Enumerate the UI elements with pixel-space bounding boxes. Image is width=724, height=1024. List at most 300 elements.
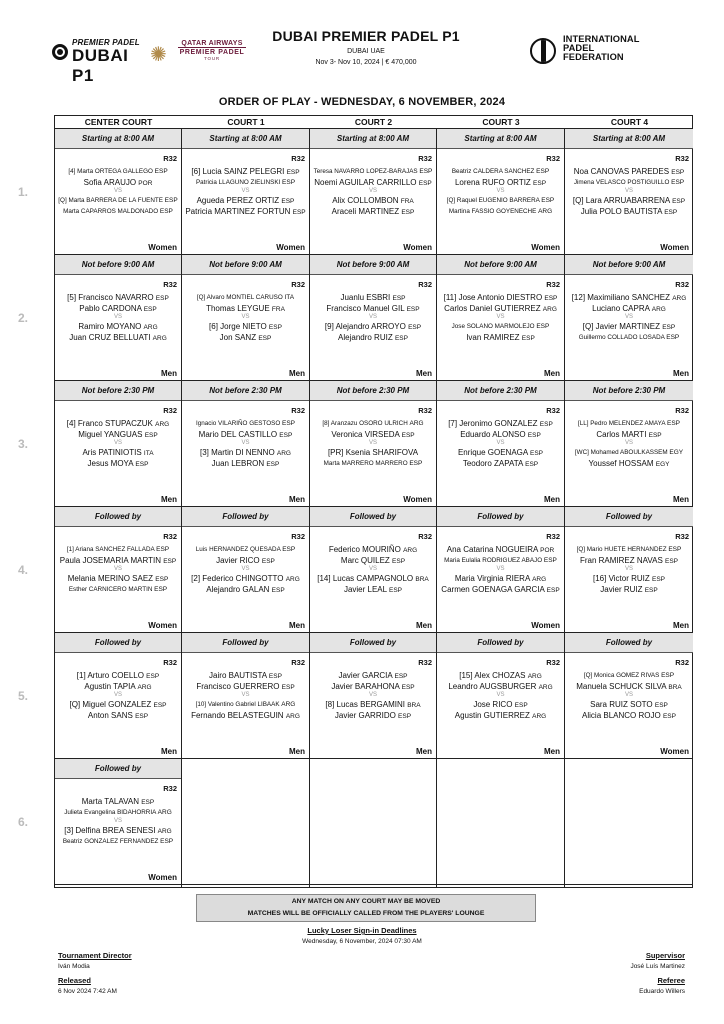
player-name xyxy=(310,303,436,314)
player-name-text: Araceli MARTINEZ xyxy=(331,207,402,216)
tournament-location: DUBAI UAE xyxy=(347,48,385,55)
player-name-text: [12] Maximiliano SANCHEZ xyxy=(571,293,673,302)
row-number: 2. xyxy=(18,311,29,325)
player-country: ARG xyxy=(285,713,300,720)
player-name-text: Javier LEAL xyxy=(343,585,390,594)
player-name-text: Marta MARRERO MARRERO xyxy=(323,460,410,467)
player-country: ESP xyxy=(135,713,149,720)
player-country: ESP xyxy=(671,179,685,186)
player-country: POR xyxy=(540,547,555,554)
tournament-dates-prize: Nov 3- Nov 10, 2024 | € 470,000 xyxy=(315,59,417,66)
match-cell xyxy=(437,381,564,506)
player-name xyxy=(55,544,181,555)
player-country: ESP xyxy=(544,295,558,302)
round-label: R32 xyxy=(546,154,560,163)
player-name-text: Ana Catarina NOGUEIRA xyxy=(446,545,541,554)
draw-gender: Women xyxy=(148,621,177,630)
player-name xyxy=(55,429,181,440)
player-country: BRA xyxy=(415,576,429,583)
player-name-text: Carlos Daniel GUTIERREZ xyxy=(444,304,543,313)
start-time: Followed by xyxy=(310,507,436,527)
player-name-text: Maria Virginia RIERA xyxy=(454,574,533,583)
player-name xyxy=(437,429,564,440)
round-label: R32 xyxy=(163,532,177,541)
player-country: ITA xyxy=(143,450,154,457)
player-country: ESP xyxy=(651,576,665,583)
player-country: ESP xyxy=(144,432,158,439)
player-name xyxy=(437,670,564,681)
player-country: ESP xyxy=(282,179,296,186)
start-time: Followed by xyxy=(565,633,693,653)
match-cell xyxy=(55,633,181,758)
round-label: R32 xyxy=(163,406,177,415)
player-country: ARG xyxy=(157,809,172,816)
player-name-text: Alejandro GALAN xyxy=(206,585,272,594)
player-country: ESP xyxy=(664,209,678,216)
player-list xyxy=(437,670,564,721)
player-name-text: Carlos MARTI xyxy=(596,430,649,439)
round-label: R32 xyxy=(546,532,560,541)
player-name xyxy=(55,292,181,303)
player-name xyxy=(437,303,564,314)
round-label: R32 xyxy=(291,532,305,541)
match-cell xyxy=(310,255,436,380)
start-time: Followed by xyxy=(55,507,181,527)
player-list xyxy=(565,670,693,721)
start-time: Not before 9:00 AM xyxy=(310,255,436,275)
player-name xyxy=(437,177,564,188)
player-name xyxy=(310,670,436,681)
qatar-logo-line-3: TOUR xyxy=(204,56,220,61)
player-name xyxy=(182,418,309,429)
player-name-text: Teresa NAVARRO LOPEZ-BARAJAS xyxy=(313,168,420,175)
player-country: EGY xyxy=(655,461,670,468)
player-name xyxy=(565,303,693,314)
player-name-text: Esther CARNICERO MARTIN xyxy=(68,586,155,593)
player-list xyxy=(55,418,181,469)
player-name xyxy=(565,544,693,555)
player-country: ESP xyxy=(539,421,553,428)
player-name xyxy=(437,447,564,458)
vs-label: VS xyxy=(113,566,122,572)
qatar-logo-line-2: PREMIER PADEL xyxy=(179,49,245,56)
player-country: ESP xyxy=(398,713,412,720)
player-name xyxy=(437,555,564,566)
match-cell xyxy=(565,633,693,758)
player-country: ARG xyxy=(403,547,418,554)
player-name-text: Manuela SCHUCK SILVA xyxy=(576,682,669,691)
player-name xyxy=(55,555,181,566)
player-name-text: Marta TALAVAN xyxy=(81,797,142,806)
draw-gender: Men xyxy=(416,621,432,630)
draw-gender: Men xyxy=(289,495,305,504)
start-time: Followed by xyxy=(55,759,181,779)
player-name-text: [6] Lucia SAINZ PELEGRI xyxy=(191,167,287,176)
player-name xyxy=(437,710,564,721)
round-label: R32 xyxy=(675,532,689,541)
player-country: BRA xyxy=(407,702,421,709)
court-header: COURT 2 xyxy=(354,117,393,127)
match-cell xyxy=(565,129,693,254)
player-name-text: Maria Eulalia RODRIGUEZ ABAJO xyxy=(444,557,544,564)
player-country: ESP xyxy=(135,461,149,468)
match-cell xyxy=(55,507,181,632)
vs-label: VS xyxy=(368,314,377,320)
player-country: ESP xyxy=(143,306,157,313)
player-name-text: Youssef HOSSAM xyxy=(588,459,656,468)
vs-label: VS xyxy=(496,440,505,446)
player-name-text: Lorena RUFO ORTIZ xyxy=(454,178,534,187)
player-country: ESP xyxy=(661,672,675,679)
start-time: Followed by xyxy=(182,507,309,527)
player-name-text: Javier BARAHONA xyxy=(331,682,402,691)
draw-gender: Men xyxy=(161,369,177,378)
start-time: Not before 9:00 AM xyxy=(55,255,181,275)
player-name-text: Fran RAMIREZ NAVAS xyxy=(579,556,666,565)
player-name xyxy=(437,573,564,584)
player-name xyxy=(55,681,181,692)
player-list xyxy=(565,418,693,469)
player-name-text: Javier GARRIDO xyxy=(334,711,399,720)
player-country: ESP xyxy=(159,208,173,215)
player-name-text: [8] Aranzazu OSORO ULRICH xyxy=(322,420,410,427)
player-list xyxy=(310,544,436,595)
player-country: ESP xyxy=(530,450,544,457)
start-time: Not before 2:30 PM xyxy=(310,381,436,401)
start-time: Starting at 8:00 AM xyxy=(310,129,436,149)
player-country: ESP xyxy=(163,558,177,565)
match-cell xyxy=(437,633,564,758)
player-name xyxy=(310,584,436,595)
player-country: ESP xyxy=(160,838,174,845)
court-header: COURT 4 xyxy=(610,117,649,127)
player-name xyxy=(310,292,436,303)
player-list xyxy=(310,670,436,721)
player-country: ESP xyxy=(401,432,415,439)
player-name xyxy=(55,303,181,314)
player-name-text: [1] Arturo COELLO xyxy=(76,671,147,680)
start-time: Not before 9:00 AM xyxy=(565,255,693,275)
vs-label: VS xyxy=(624,440,633,446)
player-name xyxy=(55,796,181,807)
director-label: Tournament Director xyxy=(58,951,132,960)
player-name-text: Fernando BELASTEGUIN xyxy=(191,711,286,720)
match-cell xyxy=(182,255,309,380)
player-country: ESP xyxy=(394,335,408,342)
start-time: Followed by xyxy=(437,507,564,527)
player-country: ESP xyxy=(654,702,668,709)
ipf-logo-text xyxy=(563,35,640,62)
row-divider xyxy=(55,884,692,885)
match-cell xyxy=(437,507,564,632)
vs-label: VS xyxy=(368,566,377,572)
lucky-loser-date: Wednesday, 6 November, 2024 07:30 AM xyxy=(302,938,422,945)
match-cell xyxy=(55,759,181,884)
draw-gender: Men xyxy=(416,747,432,756)
qatar-logo-line-1: QATAR AIRWAYS xyxy=(178,40,246,48)
player-list xyxy=(55,796,181,847)
player-name-text: Javier GARCIA xyxy=(338,671,395,680)
round-label: R32 xyxy=(675,154,689,163)
round-label: R32 xyxy=(546,280,560,289)
director-name: Iván Modia xyxy=(58,963,90,970)
player-name xyxy=(182,699,309,710)
player-name-text: Juanlu ESBRI xyxy=(340,293,393,302)
player-name xyxy=(565,458,693,469)
player-name-text: Julia POLO BAUTISTA xyxy=(580,207,665,216)
player-list xyxy=(55,670,181,721)
player-country: ARG xyxy=(281,701,296,708)
vs-label: VS xyxy=(241,692,250,698)
player-country: ESP xyxy=(153,702,167,709)
player-list xyxy=(437,292,564,343)
player-name-text: Luis HERNANDEZ QUESADA xyxy=(195,546,283,553)
player-name-text: [5] Francisco NAVARRO xyxy=(67,293,156,302)
player-list xyxy=(565,292,693,343)
vs-label: VS xyxy=(113,188,122,194)
player-country: ESP xyxy=(394,673,408,680)
player-name-text: [6] Jorge NIETO xyxy=(209,322,269,331)
player-name-text: [LL] Pedro MELENDEZ AMAYA xyxy=(577,420,667,427)
player-name xyxy=(55,321,181,332)
draw-gender: Women xyxy=(403,495,432,504)
match-cell xyxy=(565,255,693,380)
player-name xyxy=(310,166,436,177)
vs-label: VS xyxy=(496,188,505,194)
player-name-text: Miguel YANGUAS xyxy=(78,430,145,439)
round-label: R32 xyxy=(418,532,432,541)
draw-gender: Men xyxy=(544,495,560,504)
vs-label: VS xyxy=(113,818,122,824)
player-name xyxy=(565,418,693,429)
player-name xyxy=(565,699,693,710)
player-list xyxy=(437,166,564,217)
lucky-loser-title: Lucky Loser Sign-in Deadlines xyxy=(307,926,417,935)
player-country: ESP xyxy=(514,702,528,709)
player-country: ESP xyxy=(527,432,541,439)
player-name-text: Alejandro RUIZ xyxy=(338,333,395,342)
logo-dubai-p1-text: DUBAI P1 xyxy=(72,46,129,85)
match-cell xyxy=(55,255,181,380)
start-time: Starting at 8:00 AM xyxy=(55,129,181,149)
player-name xyxy=(310,710,436,721)
draw-gender: Men xyxy=(416,369,432,378)
draw-gender: Men xyxy=(673,621,689,630)
vs-label: VS xyxy=(241,440,250,446)
row-number: 4. xyxy=(18,563,29,577)
player-name-text: Federico MOURIÑO xyxy=(328,545,404,554)
player-list xyxy=(565,166,693,217)
player-country: ESP xyxy=(281,684,295,691)
lucky-loser-block xyxy=(0,926,724,945)
player-name-text: Pablo CARDONA xyxy=(79,304,144,313)
player-list xyxy=(182,292,309,343)
player-name xyxy=(55,447,181,458)
player-country: ESP xyxy=(536,168,550,175)
court-header: COURT 1 xyxy=(227,117,265,127)
round-label: R32 xyxy=(291,280,305,289)
player-name-text: Patricia MARTINEZ FORTUN xyxy=(185,207,293,216)
player-country: ESP xyxy=(141,799,155,806)
player-name-text: [Q] Mario HUETE HERNANDEZ xyxy=(576,546,669,553)
player-name xyxy=(437,332,564,343)
player-name xyxy=(310,195,436,206)
round-label: R32 xyxy=(418,154,432,163)
player-name xyxy=(55,332,181,343)
player-name xyxy=(565,292,693,303)
notice-line-1: ANY MATCH ON ANY COURT MAY BE MOVED xyxy=(291,898,441,905)
player-country: ESP xyxy=(541,197,555,204)
player-name-text: [8] Lucas BERGAMINI xyxy=(325,700,408,709)
player-name-text: [9] Alejandro ARROYO xyxy=(324,322,409,331)
player-list xyxy=(182,166,309,217)
start-time: Starting at 8:00 AM xyxy=(182,129,309,149)
start-time: Not before 2:30 PM xyxy=(565,381,693,401)
court-header: CENTER COURT xyxy=(84,117,153,127)
draw-gender: Men xyxy=(289,747,305,756)
draw-gender: Women xyxy=(276,243,305,252)
released xyxy=(58,976,117,995)
player-name xyxy=(182,447,309,458)
player-name xyxy=(182,544,309,555)
draw-gender: Women xyxy=(403,243,432,252)
player-name-text: [10] Valentino Gabriel LIBAAK xyxy=(195,701,282,708)
round-label: R32 xyxy=(163,280,177,289)
match-cell xyxy=(182,129,309,254)
player-country: ARG xyxy=(538,684,553,691)
player-country: ESP xyxy=(154,168,168,175)
player-name xyxy=(55,699,181,710)
draw-gender: Men xyxy=(289,369,305,378)
player-country: ESP xyxy=(665,558,679,565)
round-label: R32 xyxy=(291,406,305,415)
player-name xyxy=(182,573,309,584)
draw-gender: Women xyxy=(660,243,689,252)
player-country: ESP xyxy=(392,558,406,565)
player-list xyxy=(310,292,436,343)
player-name-text: Javier RICO xyxy=(216,556,262,565)
player-list xyxy=(55,544,181,595)
vs-label: VS xyxy=(241,566,250,572)
player-name xyxy=(55,836,181,847)
player-country: ESP xyxy=(389,587,403,594)
player-list xyxy=(182,418,309,469)
player-name xyxy=(182,681,309,692)
draw-gender: Women xyxy=(148,873,177,882)
player-country: ESP xyxy=(401,209,415,216)
start-time: Followed by xyxy=(437,633,564,653)
player-name-text: [7] Jeronimo GONZALEZ xyxy=(448,419,540,428)
draw-gender: Men xyxy=(544,369,560,378)
match-cell xyxy=(565,507,693,632)
player-country: ESP xyxy=(408,324,422,331)
player-name xyxy=(565,573,693,584)
player-country: ESP xyxy=(282,546,296,553)
vs-label: VS xyxy=(624,692,633,698)
player-name xyxy=(310,573,436,584)
player-name xyxy=(182,458,309,469)
player-name xyxy=(565,332,693,343)
round-label: R32 xyxy=(291,658,305,667)
player-name xyxy=(310,206,436,217)
player-country: ESP xyxy=(146,673,160,680)
player-name xyxy=(55,807,181,818)
round-label: R32 xyxy=(163,154,177,163)
round-label: R32 xyxy=(675,658,689,667)
draw-gender: Women xyxy=(660,747,689,756)
player-name xyxy=(437,206,564,217)
draw-gender: Men xyxy=(161,747,177,756)
vs-label: VS xyxy=(241,188,250,194)
player-name xyxy=(437,195,564,206)
player-country: ARG xyxy=(532,713,547,720)
vs-label: VS xyxy=(368,692,377,698)
start-time: Followed by xyxy=(310,633,436,653)
player-name xyxy=(565,321,693,332)
player-country: BRA xyxy=(668,684,682,691)
player-name xyxy=(55,206,181,217)
player-country: ARG xyxy=(409,420,424,427)
page-header xyxy=(0,28,724,85)
player-name xyxy=(310,332,436,343)
player-name-text: [15] Alex CHOZAS xyxy=(459,671,528,680)
player-name-text: [4] Franco STUPACZUK xyxy=(66,419,156,428)
player-name xyxy=(55,177,181,188)
player-country: ESP xyxy=(268,324,282,331)
player-name xyxy=(182,177,309,188)
player-name-text: Noa CANOVAS PAREDES xyxy=(573,167,672,176)
player-name-text: Beatriz GONZALEZ FERNANDEZ xyxy=(62,838,161,845)
player-country: ESP xyxy=(156,546,170,553)
player-name xyxy=(565,710,693,721)
player-name-text: Anton SANS xyxy=(87,711,136,720)
player-list xyxy=(182,544,309,595)
player-country: ARG xyxy=(672,295,687,302)
player-name-text: [WC] Mohamed ABOULKASSEM xyxy=(574,449,670,456)
player-name xyxy=(182,332,309,343)
player-name xyxy=(310,681,436,692)
player-country: ARG xyxy=(152,335,167,342)
round-label: R32 xyxy=(418,406,432,415)
player-country: ARG xyxy=(143,324,158,331)
draw-gender: Men xyxy=(544,747,560,756)
player-country: ARG xyxy=(538,208,553,215)
player-name xyxy=(437,321,564,332)
player-name-text: Marta CAPARROS MALDONADO xyxy=(63,208,160,215)
released-label: Released xyxy=(58,976,91,985)
player-name-text: Eduardo ALONSO xyxy=(460,430,528,439)
round-label: R32 xyxy=(418,658,432,667)
draw-gender: Men xyxy=(289,621,305,630)
player-name xyxy=(310,177,436,188)
player-country: ARG xyxy=(155,421,170,428)
match-cell xyxy=(310,507,436,632)
player-list xyxy=(55,166,181,217)
player-name xyxy=(565,195,693,206)
start-time: Followed by xyxy=(565,507,693,527)
player-country: ESP xyxy=(419,168,433,175)
player-country: ARG xyxy=(285,576,300,583)
player-name xyxy=(55,418,181,429)
ipf-line-1: INTERNATIONAL xyxy=(563,34,640,44)
player-name-text: [Q] Miguel GONZALEZ xyxy=(69,700,154,709)
referee-name: Eduardo Willers xyxy=(639,988,685,995)
player-name-text: [11] Jose Antonio DIESTRO xyxy=(443,293,545,302)
player-name xyxy=(55,573,181,584)
player-name-text: Martina FASSIO GOYENECHE xyxy=(448,208,539,215)
match-cell xyxy=(182,507,309,632)
player-name-text: Luciano CAPRA xyxy=(592,304,652,313)
